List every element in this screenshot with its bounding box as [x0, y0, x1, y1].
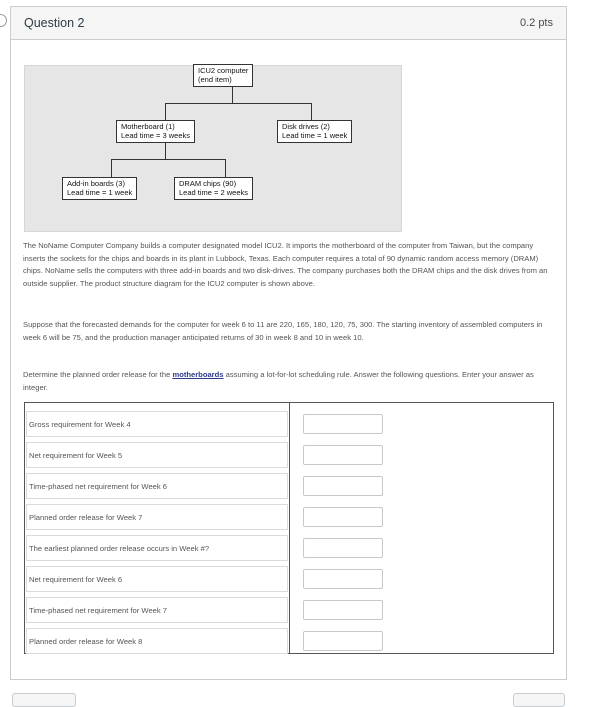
node-dram-chips-line2: Lead time = 2 weeks [179, 187, 248, 197]
node-motherboard-line2: Lead time = 3 weeks [121, 130, 190, 140]
row-label-net-req-week6: Net requirement for Week 6 [26, 566, 288, 592]
answer-input-planned-release-week8[interactable] [303, 631, 383, 651]
p3-text-before: Determine the planned order release for the [23, 370, 173, 379]
node-disk-drives-line2: Lead time = 1 week [282, 130, 348, 140]
node-icu2-line1: ICU2 computer [198, 66, 249, 75]
answer-input-planned-release-week7[interactable] [303, 507, 383, 527]
p3-text-after: assuming a lot-for-lot scheduling rule. Answer the following questions. Enter your answer as integer. [23, 370, 534, 392]
connector-line [165, 103, 311, 104]
connector-line [225, 159, 226, 177]
motherboards-emphasis: motherboards [172, 370, 224, 379]
node-disk-drives-line1: Disk drives (2) [282, 122, 330, 131]
problem-paragraph-2: Suppose that the forecasted demands for the computer for week 6 to 11 are 220, 165, 180, 120, 75, 300. The starting inventory of assembled computers in week 6 will be 75, and the production manager anticipated returns of 30 in week 8 and 10 in week 10. [23, 320, 543, 342]
question-header [11, 7, 566, 40]
row-label-planned-release-week8: Planned order release for Week 8 [26, 628, 288, 654]
node-motherboard [116, 120, 195, 143]
question-points: 0.2 pts [519, 17, 553, 29]
row-label-time-phased-week6: Time-phased net requirement for Week 6 [26, 473, 288, 499]
previous-button[interactable] [12, 693, 76, 707]
connector-line [165, 103, 166, 120]
radio-circle-icon [0, 14, 7, 27]
row-label-net-req-week5: Net requirement for Week 5 [26, 442, 288, 468]
node-add-in-boards-line1: Add-in boards (3) [67, 179, 125, 188]
table-divider [289, 403, 290, 653]
answer-input-time-phased-week7[interactable] [303, 600, 383, 620]
node-add-in-boards [62, 177, 137, 200]
connector-line [232, 86, 233, 103]
answer-input-time-phased-week6[interactable] [303, 476, 383, 496]
answer-table [24, 402, 554, 654]
connector-line [111, 159, 225, 160]
row-label-earliest-release-week: The earliest planned order release occurs in Week #? [26, 535, 288, 561]
connector-line [165, 141, 166, 159]
answer-input-earliest-release-week[interactable] [303, 538, 383, 558]
node-icu2-line2: (end item) [198, 74, 232, 84]
node-add-in-boards-line2: Lead time = 1 week [67, 187, 133, 197]
node-icu2-computer [193, 64, 253, 87]
row-label-gross-req-week4: Gross requirement for Week 4 [26, 411, 288, 437]
node-motherboard-line1: Motherboard (1) [121, 122, 175, 131]
node-dram-chips-line1: DRAM chips (90) [179, 179, 237, 188]
answer-input-net-req-week5[interactable] [303, 445, 383, 465]
row-label-time-phased-week7: Time-phased net requirement for Week 7 [26, 597, 288, 623]
connector-line [311, 103, 312, 120]
problem-paragraph-3 [23, 369, 552, 394]
question-card [10, 6, 567, 680]
question-title: Question 2 [24, 16, 85, 30]
answer-input-net-req-week6[interactable] [303, 569, 383, 589]
connector-line [111, 159, 112, 177]
problem-paragraph-1: The NoName Computer Company builds a computer designated model ICU2. It imports the motherboard of the computer from Taiwan, but the company inserts the sockets for the chips and boards in its plant in Lubbock, Texas. Each computer requires a total of 90 dynamic random access memory (DRAM) chips. NoName sells the computers with three add-in boards and two disk-drives. The company purchases both the DRAM chips and the disk drives from an outside supplier. The product structure diagram for the ICU2 computer is shown above. [23, 241, 548, 288]
node-dram-chips [174, 177, 253, 200]
answer-input-gross-req-week4[interactable] [303, 414, 383, 434]
node-disk-drives [277, 120, 352, 143]
next-button[interactable] [513, 693, 565, 707]
product-structure-diagram [24, 65, 402, 232]
row-label-planned-release-week7: Planned order release for Week 7 [26, 504, 288, 530]
